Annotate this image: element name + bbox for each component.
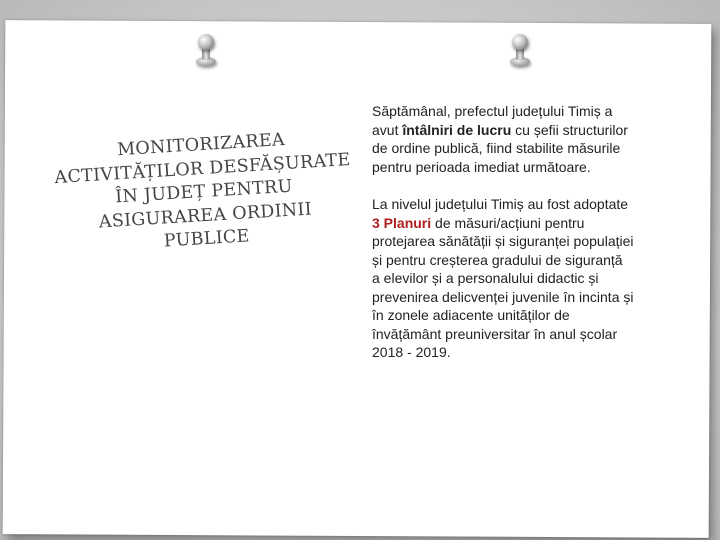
paragraph-plans xyxy=(372,195,634,362)
paragraph-weekly-meetings xyxy=(372,102,634,176)
slide-body xyxy=(372,102,634,381)
notice-board xyxy=(4,22,710,536)
bold-text: întâlniri de lucru xyxy=(402,121,512,138)
highlight-text: 3 Planuri xyxy=(372,214,432,231)
paragraph-text: La nivelul județului Timiș au fost adoptate xyxy=(372,196,629,212)
paragraph-text: de măsuri/acțiuni pentru protejarea sănătății și siguranței populației și pentru creșterea gradului de siguranță a elevilor și a personalului didactic și prevenirea delicvenței juvenile în incinta și în zonele adiacente unităților de învățământ preuniversitar în anul școlar 2018 - 2019. xyxy=(372,214,634,360)
slide-title: MONITORIZAREA ACTIVITĂȚILOR DESFĂȘURATE ÎN JUDEȚ PENTRU ASIGURAREA ORDINII PUBLICE xyxy=(53,129,352,252)
pushpin-icon xyxy=(195,34,217,68)
pushpin-icon xyxy=(509,34,531,68)
paragraph-text: cu șefii structurilor de ordine publică, fiind stabilite măsurile pentru perioada imediat următoare. xyxy=(372,121,628,175)
paragraph-text: Săptămânal, prefectul județului Timiș a avut xyxy=(372,103,613,138)
